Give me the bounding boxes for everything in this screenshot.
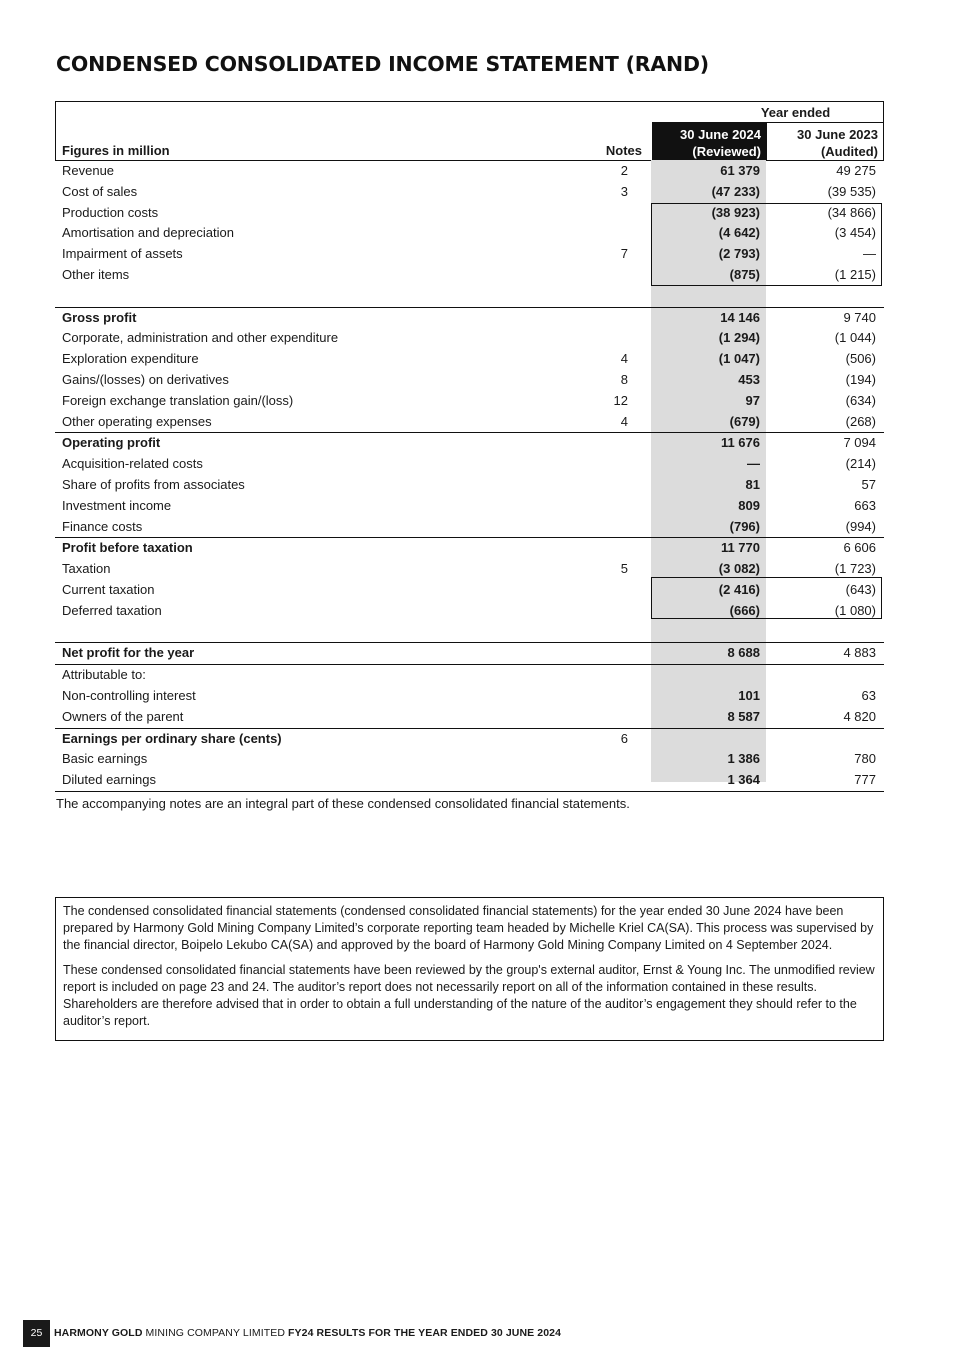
- value-2024: 809: [738, 497, 760, 513]
- footer-company-rest: MINING COMPANY LIMITED: [142, 1327, 289, 1339]
- table-row: [55, 370, 884, 391]
- table-row: [55, 537, 884, 559]
- value-2023: (1 723): [834, 561, 876, 577]
- value-2023: (506): [845, 351, 876, 367]
- row-note: 8: [620, 371, 628, 387]
- value-2023: —: [863, 246, 876, 262]
- value-2023: 9 740: [843, 309, 876, 325]
- table-row: [55, 412, 884, 433]
- cost-of-sales-breakdown-box: [651, 203, 882, 286]
- row-label: Attributable to:: [62, 667, 146, 683]
- row-label: Earnings per ordinary share (cents): [62, 730, 282, 746]
- value-2023: 780: [854, 751, 876, 767]
- table-row: [55, 182, 884, 203]
- table-row: [55, 749, 884, 770]
- row-label: Deferred taxation: [62, 602, 162, 618]
- value-2023: 63: [861, 687, 876, 703]
- row-label: Gross profit: [62, 309, 137, 325]
- table-row: [55, 686, 884, 707]
- review-paragraph: These condensed consolidated financial statements have been reviewed by the group's external auditor, Ernst & Young Inc. The unmodified review report is included on page 23 and 24. The auditor’s report does not necessarily report on all of the information contained in these results. Shareholders are therefore advised that in order to obtain a full understanding of the nature of the auditor’s engagement they should refer to the auditor’s report.: [63, 963, 875, 1028]
- value-2023: (643): [845, 581, 876, 597]
- value-2023: (3 454): [834, 225, 876, 241]
- table-row: [55, 328, 884, 349]
- row-label: Other operating expenses: [62, 413, 212, 429]
- row-label: Current taxation: [62, 581, 155, 597]
- column-2024-date: 30 June 2024: [680, 127, 761, 142]
- table-row: [55, 770, 884, 792]
- value-2024: (4 642): [718, 225, 760, 241]
- value-2024: 14 146: [720, 309, 760, 325]
- value-2023: (34 866): [827, 204, 876, 220]
- row-label: Owners of the parent: [62, 708, 184, 724]
- value-2024: 453: [738, 371, 760, 387]
- row-label: Other items: [62, 266, 130, 282]
- table-row: [55, 707, 884, 729]
- value-2024: (2 416): [718, 581, 760, 597]
- value-2024: 8 688: [727, 645, 760, 661]
- value-2023: 4 820: [843, 708, 876, 724]
- row-label: Exploration expenditure: [62, 351, 199, 367]
- table-row: [55, 432, 884, 454]
- row-note: 12: [613, 392, 628, 408]
- spacer-row: [55, 622, 884, 643]
- row-label: Amortisation and depreciation: [62, 225, 234, 241]
- page-number: 25: [23, 1320, 50, 1347]
- value-2024: (38 923): [711, 204, 760, 220]
- row-note: 4: [620, 351, 628, 367]
- row-note: 6: [620, 730, 628, 746]
- value-2024: (679): [729, 413, 760, 429]
- value-2024: 101: [738, 687, 760, 703]
- value-2024: 8 587: [727, 708, 760, 724]
- row-label: Cost of sales: [62, 183, 138, 199]
- footer-report-title: FY24 RESULTS FOR THE YEAR ENDED 30 JUNE 2024: [288, 1327, 562, 1339]
- value-2023: (1 215): [834, 266, 876, 282]
- preparation-paragraph: The condensed consolidated financial statements (condensed consolidated financial statements) for the year ended 30 June 2024 have been prepared by Harmony Gold Mining Company Limited’s corporate reporting team headed by Michelle Kriel CA(SA). This process was supervised by the financial director, Boipelo Lekubo CA(SA) and approved by the board of Harmony Gold Mining Company Limited on 4 September 2024.: [63, 904, 874, 952]
- row-label: Basic earnings: [62, 751, 148, 767]
- table-row: [55, 161, 884, 182]
- table-row: [55, 475, 884, 496]
- value-2024: (666): [729, 602, 760, 618]
- row-label: Finance costs: [62, 518, 143, 534]
- row-note: 4: [620, 413, 628, 429]
- value-2024: (1 294): [718, 330, 760, 346]
- row-label: Acquisition-related costs: [62, 456, 203, 472]
- value-2024: 97: [745, 392, 760, 408]
- value-2024: 61 379: [720, 163, 760, 178]
- row-note: 5: [620, 561, 628, 577]
- row-label: Foreign exchange translation gain/(loss): [62, 392, 294, 408]
- footer-company-bold: HARMONY GOLD: [54, 1327, 143, 1339]
- accompanying-notes-text: The accompanying notes are an integral part of these condensed consolidated financial statements.: [56, 796, 630, 811]
- table-row: [55, 665, 884, 686]
- value-2024: (47 233): [711, 183, 760, 199]
- row-label: Corporate, administration and other expenditure: [62, 330, 339, 346]
- value-2023: (268): [845, 413, 876, 429]
- column-header-2023: [767, 123, 883, 160]
- row-label: Investment income: [62, 497, 172, 513]
- preparation-info-box: [55, 897, 884, 1041]
- row-label: Revenue: [62, 163, 115, 178]
- row-note: 3: [620, 183, 628, 199]
- value-2024: 81: [745, 476, 760, 492]
- row-label: Diluted earnings: [62, 772, 156, 788]
- value-2024: (3 082): [718, 561, 760, 577]
- page-title: CONDENSED CONSOLIDATED INCOME STATEMENT (RAND): [56, 52, 709, 76]
- row-label: Operating profit: [62, 435, 161, 451]
- value-2023: 6 606: [843, 540, 876, 556]
- year-ended-label: Year ended: [760, 105, 831, 120]
- value-2023: 7 094: [843, 435, 876, 451]
- value-2023: (1 044): [834, 330, 876, 346]
- value-2023: (994): [845, 518, 876, 534]
- value-2024: 11 770: [720, 540, 760, 556]
- value-2023: (634): [845, 392, 876, 408]
- table-row: [55, 729, 884, 750]
- value-2023: 4 883: [843, 645, 876, 661]
- footer-text: [54, 1327, 561, 1339]
- table-row: [55, 642, 884, 665]
- column-2024-status: (Reviewed): [692, 144, 761, 159]
- row-label: Share of profits from associates: [62, 476, 245, 492]
- value-2024: (796): [729, 518, 760, 534]
- value-2023: 663: [854, 497, 876, 513]
- row-label: Profit before taxation: [62, 540, 193, 556]
- figures-in-million-label: Figures in million: [62, 143, 170, 158]
- table-header: [55, 101, 884, 161]
- table-row: [55, 391, 884, 412]
- value-2023: 57: [861, 476, 876, 492]
- row-label: Gains/(losses) on derivatives: [62, 371, 229, 387]
- table-row: [55, 349, 884, 370]
- value-2024: (1 047): [718, 351, 760, 367]
- taxation-breakdown-box: [651, 577, 882, 619]
- value-2023: 777: [854, 772, 876, 788]
- value-2023: (194): [845, 371, 876, 387]
- row-label: Non-controlling interest: [62, 687, 196, 703]
- value-2024: (875): [729, 266, 760, 282]
- value-2023: (214): [845, 456, 876, 472]
- value-2023: (1 080): [834, 602, 876, 618]
- column-header-2024: [652, 123, 767, 160]
- row-note: 7: [620, 246, 628, 262]
- row-label: Impairment of assets: [62, 246, 183, 262]
- row-label: Net profit for the year: [62, 645, 195, 661]
- row-label: Production costs: [62, 204, 159, 220]
- value-2024: 1 386: [727, 751, 760, 767]
- value-2023: (39 535): [827, 183, 876, 199]
- column-2023-date: 30 June 2023: [797, 127, 878, 142]
- value-2024: 1 364: [727, 772, 760, 788]
- table-row: [55, 307, 884, 329]
- value-2024: 11 676: [720, 435, 760, 451]
- value-2024: —: [747, 456, 760, 472]
- table-row: [55, 496, 884, 517]
- notes-header: Notes: [605, 143, 642, 158]
- row-label: Taxation: [62, 561, 111, 577]
- row-note: 2: [620, 163, 628, 178]
- table-row: [55, 454, 884, 475]
- value-2023: 49 275: [836, 163, 876, 178]
- table-body: [55, 161, 884, 792]
- income-statement-table: [55, 101, 884, 792]
- value-2024: (2 793): [718, 246, 760, 262]
- table-row: [55, 517, 884, 538]
- spacer-row: [55, 286, 884, 307]
- column-2023-status: (Audited): [820, 144, 878, 159]
